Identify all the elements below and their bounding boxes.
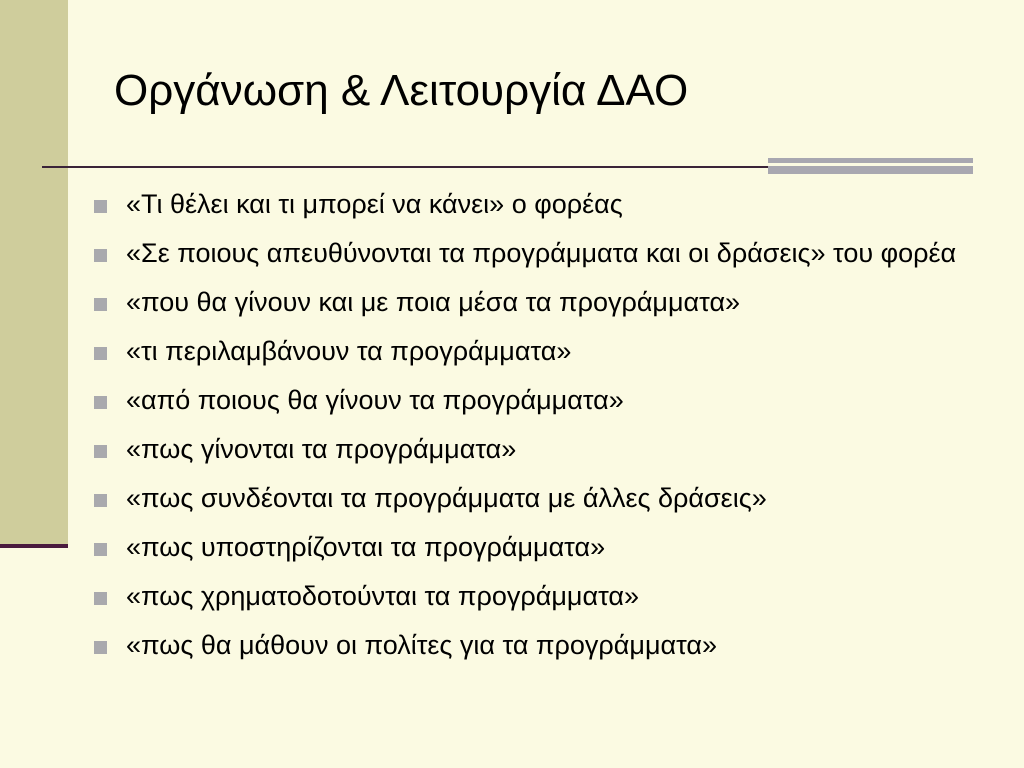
square-bullet-icon <box>94 641 107 654</box>
square-bullet-icon <box>94 445 107 458</box>
list-item <box>94 529 974 565</box>
list-item <box>94 627 974 663</box>
list-item <box>94 235 974 271</box>
bullet-text: «Σε ποιους απευθύνονται τα προγράμματα και οι δράσεις» του φορέα <box>126 238 957 268</box>
bullet-text: «πως υποστηρίζονται τα προγράμματα» <box>126 532 606 562</box>
title-divider <box>42 166 768 168</box>
square-bullet-icon <box>94 494 107 507</box>
list-item <box>94 480 974 516</box>
square-bullet-icon <box>94 347 107 360</box>
square-bullet-icon <box>94 249 107 262</box>
list-item <box>94 382 974 418</box>
list-item <box>94 186 974 222</box>
accent-bar-thick <box>768 166 973 174</box>
bullet-list <box>94 186 974 676</box>
bullet-text: «πως γίνονται τα προγράμματα» <box>126 434 517 464</box>
left-decorative-band <box>0 0 68 548</box>
square-bullet-icon <box>94 298 107 311</box>
bullet-text: «πως θα μάθουν οι πολίτες για τα προγράμματα» <box>126 630 718 660</box>
list-item <box>94 333 974 369</box>
list-item <box>94 284 974 320</box>
bullet-text: «Τι θέλει και τι μπορεί να κάνει» ο φορέας <box>126 189 623 219</box>
left-band-rule <box>0 544 68 548</box>
bullet-text: «τι περιλαμβάνουν τα προγράμματα» <box>126 336 572 366</box>
bullet-text: «από ποιους θα γίνουν τα προγράμματα» <box>126 385 624 415</box>
bullet-text: «που θα γίνουν και με ποια μέσα τα προγράμματα» <box>126 287 741 317</box>
list-item <box>94 431 974 467</box>
square-bullet-icon <box>94 200 107 213</box>
square-bullet-icon <box>94 543 107 556</box>
square-bullet-icon <box>94 396 107 409</box>
list-item <box>94 578 974 614</box>
bullet-text: «πως χρηματοδοτούνται τα προγράμματα» <box>126 581 639 611</box>
slide-title: Οργάνωση & Λειτουργία ΔΑΟ <box>114 66 689 115</box>
accent-bars <box>768 158 973 174</box>
square-bullet-icon <box>94 592 107 605</box>
bullet-text: «πως συνδέονται τα προγράμματα με άλλες δράσεις» <box>126 483 767 513</box>
accent-bar-thin <box>768 158 973 163</box>
